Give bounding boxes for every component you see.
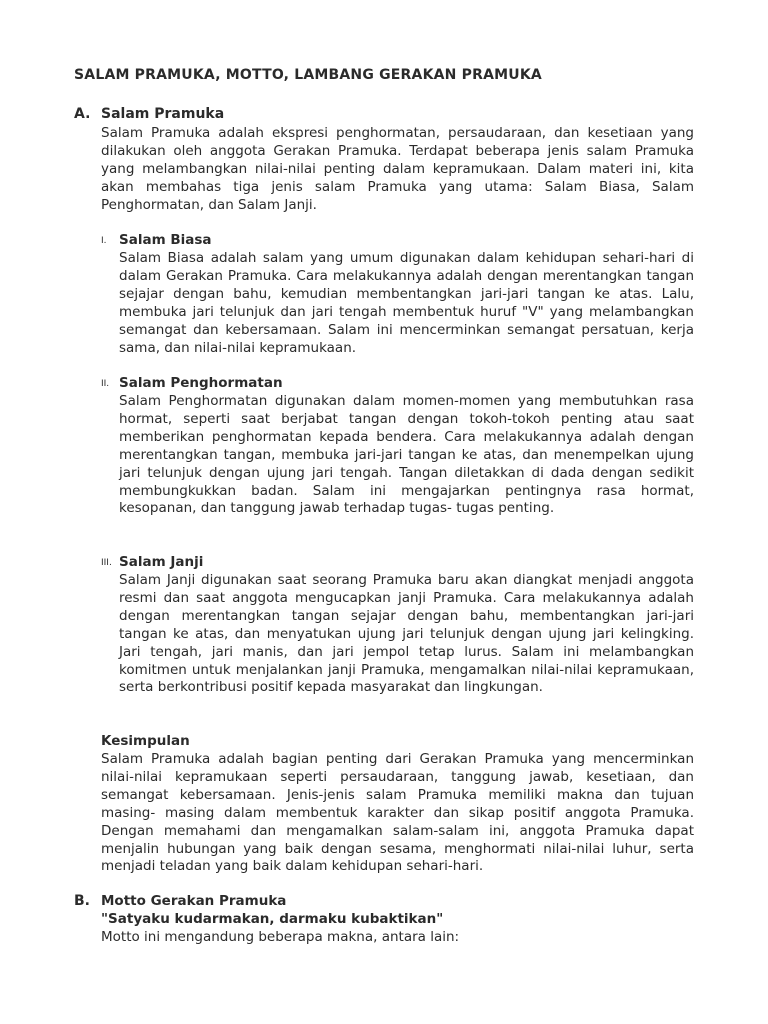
- item-3-heading: Salam Janji: [119, 554, 204, 570]
- section-b-intro: Motto ini mengandung beberapa makna, antara lain:: [101, 929, 460, 945]
- section-a-heading: Salam Pramuka: [101, 106, 225, 122]
- item-2-heading: Salam Penghormatan: [119, 375, 283, 391]
- document-title: SALAM PRAMUKA, MOTTO, LAMBANG GERAKAN PRAMUKA: [74, 67, 542, 83]
- item-2-text: Salam Penghormatan digunakan dalam momen-momen yang membutuhkan rasa hormat, seperti saat berjabat tangan dengan tokoh-tokoh penting atau saat memberikan penghormatan kepada bendera. Cara melakukannya adalah dengan merentangkan tangan, membuka jari-jari tangan ke atas, dan menempelkan ujung jari telunjuk dengan ujung jari tengah. Tangan diletakkan di dada dengan sedikit membungkukkan badan. Salam ini mengajarkan pentingnya rasa hormat, kesopanan, dan tanggung jawab terhadap tugas- tugas penting.: [119, 393, 694, 517]
- section-b-marker: B.: [74, 893, 90, 909]
- conclusion-text: Salam Pramuka adalah bagian penting dari Gerakan Pramuka yang mencerminkan nilai-nilai kepramukaan seperti persaudaraan, tanggung jawab, kesetiaan, dan semangat kebersamaan. Jenis-jenis salam Pramuka memiliki makna dan tujuan masing- masing dalam membentuk karakter dan sikap positif anggota Pramuka. Dengan memahami dan mengamalkan salam-salam ini, anggota Pramuka dapat menjalin hubungan yang baik dengan sesama, menghormati nilai-nilai luhur, serta menjadi teladan yang baik dalam kehidupan sehari-hari.: [101, 751, 694, 875]
- item-2-marker: II.: [101, 379, 110, 389]
- item-3-marker: III.: [101, 558, 112, 568]
- item-3-text: Salam Janji digunakan saat seorang Pramuka baru akan diangkat menjadi anggota resmi dan saat anggota mengucapkan janji Pramuka. Cara melakukannya adalah dengan merentangkan tangan sejajar dengan bahu, membentangkan jari-jari tangan ke atas, dan menyatukan ujung jari telunjuk dengan ujung jari kelingking. Jari tengah, jari manis, dan jari jempol tetap lurus. Salam ini melambangkan komitmen untuk menjalankan janji Pramuka, mengamalkan nilai-nilai kepramukaan, serta berkontribusi positif kepada masyarakat dan lingkungan.: [119, 572, 694, 696]
- item-1-heading: Salam Biasa: [119, 232, 212, 248]
- item-1-marker: I.: [101, 236, 107, 246]
- motto-quote: "Satyaku kudarmakan, darmaku kubaktikan": [101, 911, 444, 927]
- item-1-text: Salam Biasa adalah salam yang umum digunakan dalam kehidupan sehari-hari di dalam Gerakan Pramuka. Cara melakukannya adalah dengan merentangkan tangan sejajar dengan bahu, kemudian membentangkan jari-jari tangan ke atas. Lalu, membuka jari telunjuk dan jari tengah membentuk huruf "V" yang melambangkan semangat dan kebersamaan. Salam ini mencerminkan semangat persatuan, kerja sama, dan nilai-nilai kepramukaan.: [119, 250, 694, 356]
- conclusion-heading: Kesimpulan: [101, 733, 190, 749]
- section-a-marker: A.: [74, 106, 91, 122]
- section-a-intro: Salam Pramuka adalah ekspresi penghormatan, persaudaraan, dan kesetiaan yang dilakukan oleh anggota Gerakan Pramuka. Terdapat beberapa jenis salam Pramuka yang melambangkan nilai-nilai penting dalam kepramukaan. Dalam materi ini, kita akan membahas tiga jenis salam Pramuka yang utama: Salam Biasa, Salam Penghormatan, dan Salam Janji.: [101, 125, 694, 213]
- section-b-heading: Motto Gerakan Pramuka: [101, 893, 287, 909]
